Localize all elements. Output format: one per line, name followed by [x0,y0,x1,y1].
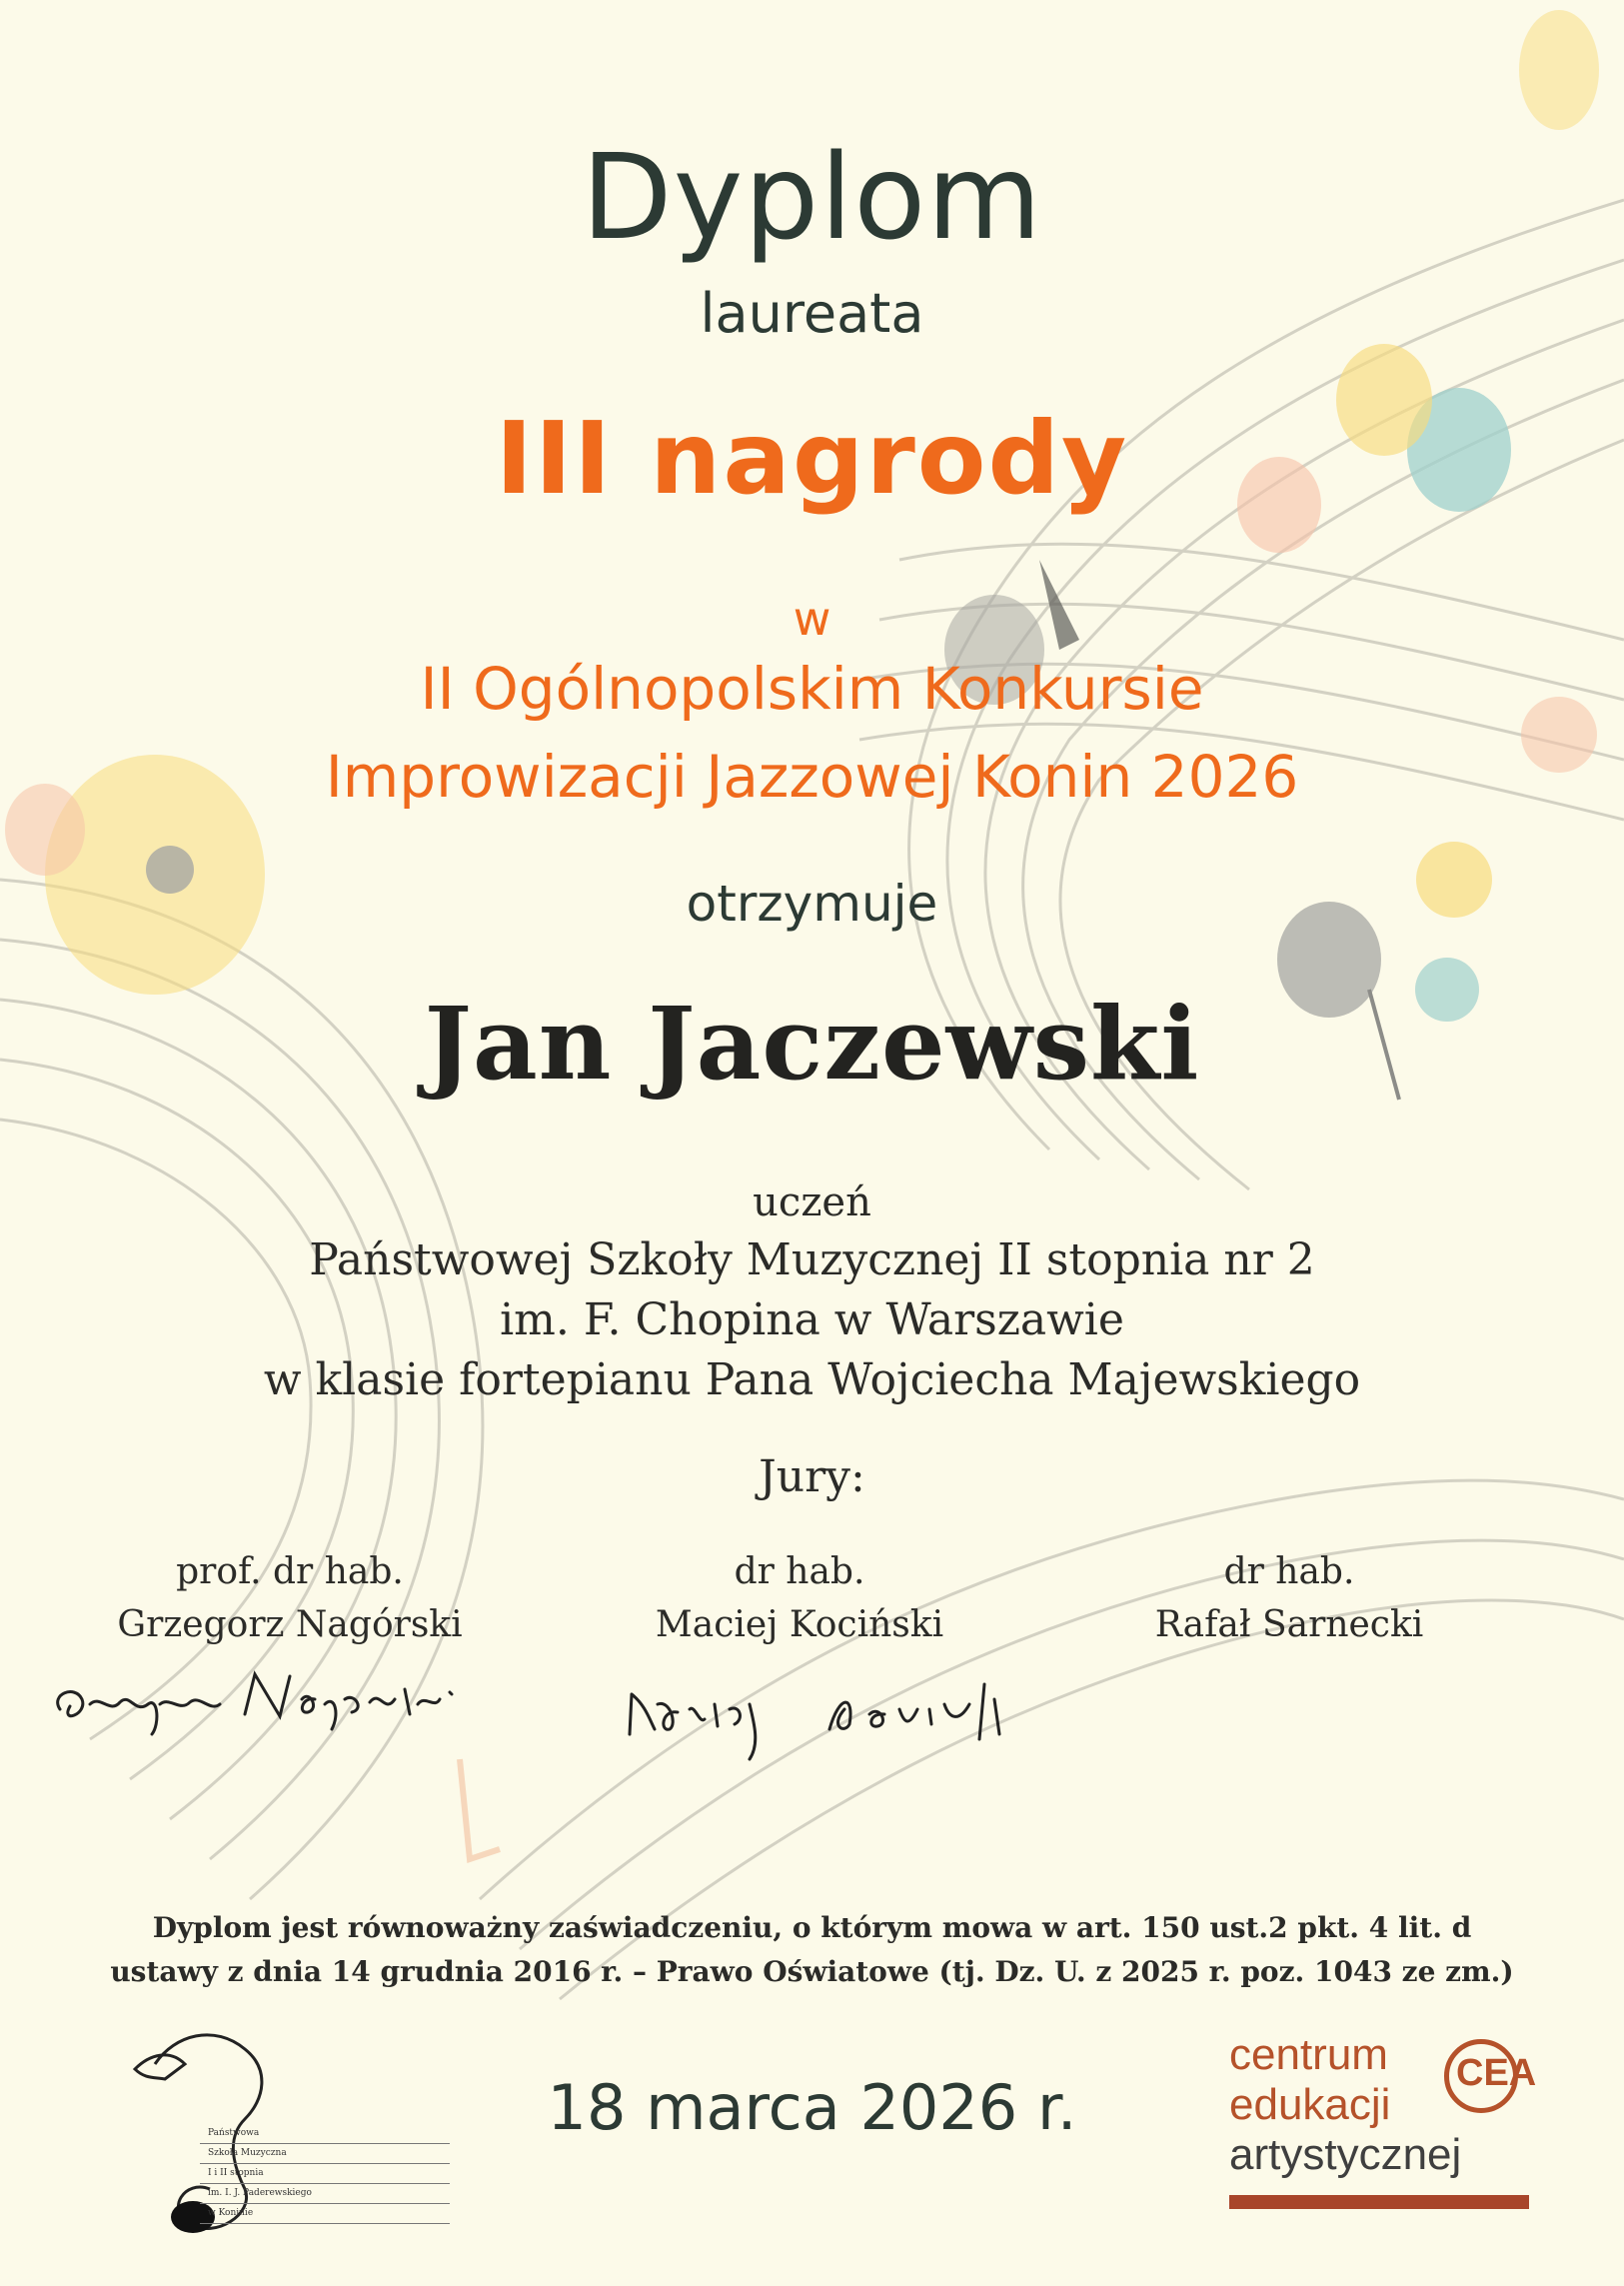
contest-name-line1: II Ogólnopolskim Konkursie [420,655,1204,723]
recipient-name: Jan Jaczewski [424,985,1200,1103]
jury-member-title: dr hab. [734,1551,865,1592]
diploma-subtitle: laureata [700,282,924,345]
jury-member [540,1551,1059,1645]
jury-member-name: Maciej Kociński [655,1604,944,1645]
school-logo-line: Szkoła Muzyczna [200,2144,450,2164]
jury-member-name: Rafał Sarnecki [1154,1604,1424,1645]
signature-1 [40,1654,520,1744]
signature-2 [600,1664,1059,1764]
diploma-title: Dyplom [581,128,1043,266]
cea-logo-line1: centrum [1229,2030,1388,2079]
receives-label: otrzymuje [686,875,938,933]
preposition: w [793,592,831,646]
school-logo-line: w Koninie [200,2204,450,2224]
legal-note-line2: ustawy z dnia 14 grudnia 2016 r. – Prawo Oświatowe (tj. Dz. U. z 2025 r. poz. 1043 ze zm.) [110,1955,1514,1988]
jury-member-title: dr hab. [1223,1551,1355,1592]
cea-logo-line3: artystycznej [1229,2130,1462,2179]
cea-logo-bar [1229,2195,1529,2209]
jury-member [1029,1551,1549,1645]
jury-member-title: prof. dr hab. [176,1551,404,1592]
contest-name-line2: Improwizacji Jazzowej Konin 2026 [325,743,1299,811]
jury-label: Jury: [759,1451,865,1502]
school-line2: im. F. Chopina w Warszawie [500,1294,1124,1345]
legal-note-line1: Dyplom jest równoważny zaświadczeniu, o którym mowa w art. 150 ust.2 pkt. 4 lit. d [152,1911,1472,1944]
recipient-role: uczeń [753,1179,871,1225]
jury-member [30,1551,550,1645]
prize-label: III nagrody [495,400,1129,517]
school-logo-line: Państwowa [200,2124,450,2144]
school-logo-line: im. I. J. Paderewskiego [200,2184,450,2204]
school-line3: w klasie fortepianu Pana Wojciecha Majewskiego [263,1354,1361,1405]
school-logo-line: I i II stopnia [200,2164,450,2184]
issue-date: 18 marca 2026 r. [547,2071,1077,2144]
cea-logo-line2: edukacji [1229,2080,1391,2129]
school-line1: Państwowej Szkoły Muzycznej II stopnia nr 2 [309,1234,1315,1285]
cea-mark-text: CEA [1456,2052,1537,2094]
jury-member-name: Grzegorz Nagórski [117,1604,463,1645]
